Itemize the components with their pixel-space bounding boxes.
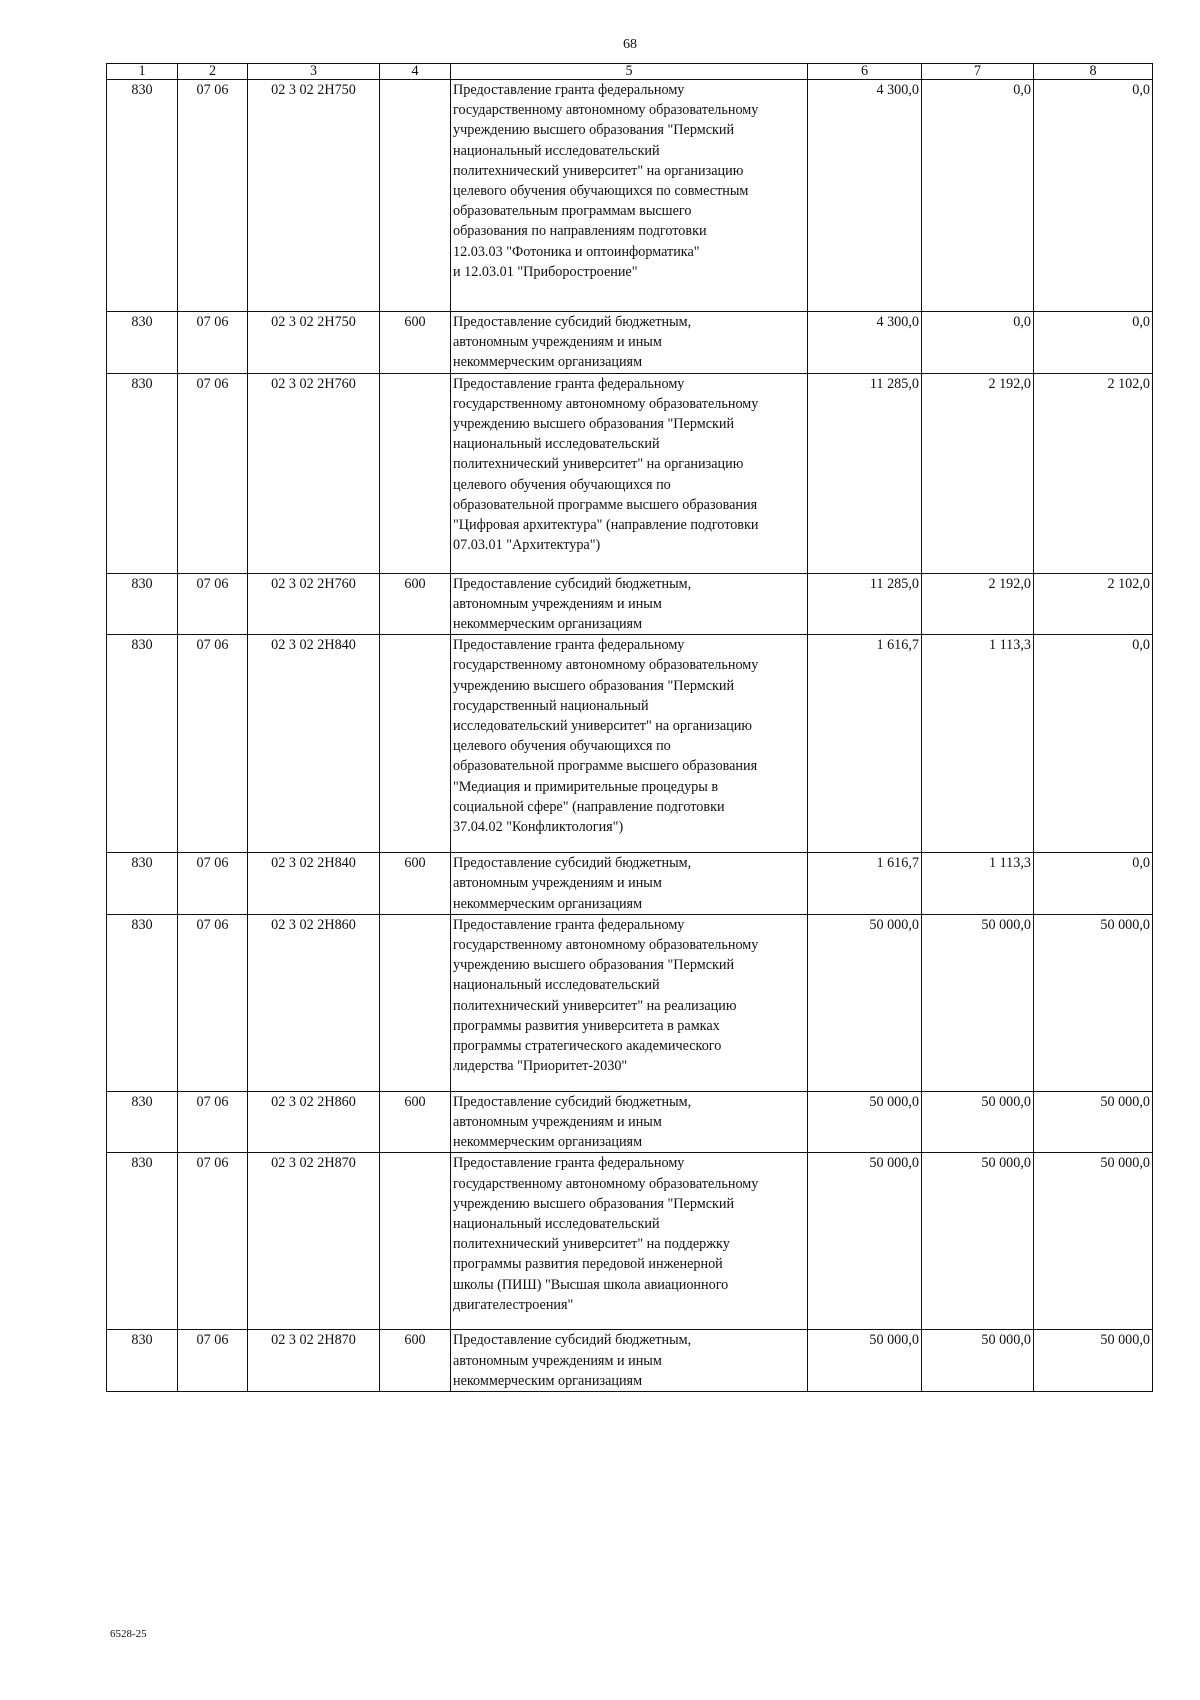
amount-col7-cell: 50 000,0 <box>922 1153 1034 1330</box>
description-line: национальный исследовательский <box>453 977 660 994</box>
recipient-code-cell: 830 <box>107 853 178 915</box>
table-body <box>107 80 1153 1392</box>
description-line: учреждению высшего образования "Пермский <box>453 1195 735 1212</box>
table-row <box>107 312 1153 374</box>
target-article-cell: 02 3 02 2Н760 <box>248 573 380 635</box>
section-code-cell: 07 06 <box>178 914 248 1091</box>
description-line: двигателестроения" <box>453 1296 574 1313</box>
description-line: некоммерческим организациям <box>453 895 643 912</box>
description-line: государственному автономному образовательному <box>453 102 759 119</box>
description-line: Предоставление субсидий бюджетным, <box>453 575 692 592</box>
description-line: образовательным программам высшего <box>453 203 692 220</box>
description-line: 12.03.03 "Фотоника и оптоинформатика" <box>453 243 700 260</box>
recipient-code-cell: 830 <box>107 573 178 635</box>
target-article-cell: 02 3 02 2Н760 <box>248 373 380 573</box>
section-code-cell: 07 06 <box>178 635 248 853</box>
description-line: исследовательский университет" на организацию <box>453 718 752 735</box>
description-line: автономным учреждениям и иным <box>453 1114 662 1131</box>
column-header: 8 <box>1034 64 1153 80</box>
description-line: учреждению высшего образования "Пермский <box>453 416 735 433</box>
amount-col7-cell: 0,0 <box>922 312 1034 374</box>
amount-col7-cell: 50 000,0 <box>922 1330 1034 1392</box>
description-line: национальный исследовательский <box>453 436 660 453</box>
description-line: национальный исследовательский <box>453 1216 660 1233</box>
amount-col8-cell: 0,0 <box>1034 312 1153 374</box>
table-row <box>107 573 1153 635</box>
document-code: 6528-25 <box>110 1628 147 1640</box>
amount-col7-cell: 2 192,0 <box>922 573 1034 635</box>
amount-col6-cell: 50 000,0 <box>808 1153 922 1330</box>
target-article-cell: 02 3 02 2Н750 <box>248 80 380 312</box>
amount-col8-cell: 50 000,0 <box>1034 1091 1153 1153</box>
description-line: лидерства "Приоритет-2030" <box>453 1058 628 1075</box>
section-code-cell: 07 06 <box>178 1330 248 1392</box>
target-article-cell: 02 3 02 2Н860 <box>248 1091 380 1153</box>
amount-col7-cell: 50 000,0 <box>922 914 1034 1091</box>
description-line: программы развития университета в рамках <box>453 1017 720 1034</box>
section-code-cell: 07 06 <box>178 853 248 915</box>
column-header: 2 <box>178 64 248 80</box>
amount-col6-cell: 50 000,0 <box>808 914 922 1091</box>
description-line: социальной сфере" (направление подготовки <box>453 798 725 815</box>
description-line: национальный исследовательский <box>453 142 660 159</box>
description-line: Предоставление гранта федеральному <box>453 375 685 392</box>
description-cell <box>451 914 808 1091</box>
recipient-code-cell: 830 <box>107 635 178 853</box>
amount-col8-cell: 2 102,0 <box>1034 573 1153 635</box>
description-line: 37.04.02 "Конфликтология") <box>453 819 624 836</box>
description-line: политехнический университет" на поддержку <box>453 1236 730 1253</box>
amount-col7-cell: 0,0 <box>922 80 1034 312</box>
column-header: 6 <box>808 64 922 80</box>
expense-type-cell: 600 <box>380 1091 451 1153</box>
section-code-cell: 07 06 <box>178 80 248 312</box>
amount-col6-cell: 11 285,0 <box>808 373 922 573</box>
description-line: политехнический университет" на реализацию <box>453 997 737 1014</box>
description-cell <box>451 80 808 312</box>
description-line: Предоставление субсидий бюджетным, <box>453 1093 692 1110</box>
amount-col6-cell: 11 285,0 <box>808 573 922 635</box>
column-header: 7 <box>922 64 1034 80</box>
table-row <box>107 853 1153 915</box>
column-number-header-row <box>107 64 1153 80</box>
expense-type-cell: 600 <box>380 573 451 635</box>
expense-type-cell: 600 <box>380 1330 451 1392</box>
description-cell <box>451 853 808 915</box>
page-number: 68 <box>623 37 637 52</box>
recipient-code-cell: 830 <box>107 914 178 1091</box>
description-line: Предоставление гранта федеральному <box>453 1155 685 1172</box>
amount-col6-cell: 50 000,0 <box>808 1091 922 1153</box>
description-line: "Медиация и примирительные процедуры в <box>453 778 719 795</box>
description-line: политехнический университет" на организацию <box>453 162 744 179</box>
description-cell <box>451 373 808 573</box>
recipient-code-cell: 830 <box>107 373 178 573</box>
description-line: некоммерческим организациям <box>453 1372 643 1389</box>
amount-col7-cell: 1 113,3 <box>922 635 1034 853</box>
description-cell <box>451 1091 808 1153</box>
amount-col7-cell: 50 000,0 <box>922 1091 1034 1153</box>
description-line: Предоставление субсидий бюджетным, <box>453 1332 692 1349</box>
target-article-cell: 02 3 02 2Н870 <box>248 1330 380 1392</box>
description-line: некоммерческим организациям <box>453 354 643 371</box>
recipient-code-cell: 830 <box>107 1091 178 1153</box>
description-line: некоммерческим организациям <box>453 616 643 633</box>
description-line: Предоставление гранта федеральному <box>453 82 685 98</box>
description-cell <box>451 573 808 635</box>
section-code-cell: 07 06 <box>178 373 248 573</box>
description-line: автономным учреждениям и иным <box>453 334 662 351</box>
description-cell <box>451 1330 808 1392</box>
description-cell <box>451 1153 808 1330</box>
recipient-code-cell: 830 <box>107 1330 178 1392</box>
target-article-cell: 02 3 02 2Н840 <box>248 635 380 853</box>
column-header: 4 <box>380 64 451 80</box>
description-line: государственному автономному образовательному <box>453 395 759 412</box>
table-row <box>107 1091 1153 1153</box>
target-article-cell: 02 3 02 2Н860 <box>248 914 380 1091</box>
description-line: 07.03.01 "Архитектура") <box>453 537 601 554</box>
description-line: образовательной программе высшего образования <box>453 758 758 775</box>
recipient-code-cell: 830 <box>107 1153 178 1330</box>
section-code-cell: 07 06 <box>178 573 248 635</box>
description-line: школы (ПИШ) "Высшая школа авиационного <box>453 1276 729 1293</box>
description-cell <box>451 312 808 374</box>
description-line: и 12.03.01 "Приборостроение" <box>453 263 638 280</box>
description-line: Предоставление гранта федеральному <box>453 637 685 654</box>
expense-type-cell: 600 <box>380 312 451 374</box>
column-header: 5 <box>451 64 808 80</box>
recipient-code-cell: 830 <box>107 80 178 312</box>
description-line: политехнический университет" на организацию <box>453 456 744 473</box>
target-article-cell: 02 3 02 2Н840 <box>248 853 380 915</box>
expense-type-cell <box>380 635 451 853</box>
amount-col7-cell: 2 192,0 <box>922 373 1034 573</box>
amount-col8-cell: 50 000,0 <box>1034 914 1153 1091</box>
amount-col8-cell: 0,0 <box>1034 80 1153 312</box>
description-line: Предоставление субсидий бюджетным, <box>453 855 692 872</box>
recipient-code-cell: 830 <box>107 312 178 374</box>
expense-type-cell <box>380 80 451 312</box>
amount-col8-cell: 2 102,0 <box>1034 373 1153 573</box>
table-row <box>107 1153 1153 1330</box>
description-cell <box>451 635 808 853</box>
amount-col6-cell: 1 616,7 <box>808 853 922 915</box>
description-line: целевого обучения обучающихся по совместным <box>453 183 749 200</box>
expense-type-cell <box>380 914 451 1091</box>
section-code-cell: 07 06 <box>178 312 248 374</box>
description-line: Предоставление субсидий бюджетным, <box>453 314 692 330</box>
description-line: образовательной программе высшего образования <box>453 496 758 513</box>
description-line: автономным учреждениям и иным <box>453 1352 662 1369</box>
description-line: целевого обучения обучающихся по <box>453 476 671 493</box>
section-code-cell: 07 06 <box>178 1091 248 1153</box>
amount-col8-cell: 0,0 <box>1034 635 1153 853</box>
table-row <box>107 635 1153 853</box>
table-row <box>107 80 1153 312</box>
amount-col6-cell: 4 300,0 <box>808 312 922 374</box>
table-row <box>107 1330 1153 1392</box>
description-line: государственному автономному образовательному <box>453 937 759 954</box>
expense-type-cell <box>380 1153 451 1330</box>
description-line: программы развития передовой инженерной <box>453 1256 723 1273</box>
description-line: государственный национальный <box>453 697 649 714</box>
amount-col8-cell: 50 000,0 <box>1034 1153 1153 1330</box>
amount-col7-cell: 1 113,3 <box>922 853 1034 915</box>
amount-col6-cell: 50 000,0 <box>808 1330 922 1392</box>
description-line: "Цифровая архитектура" (направление подготовки <box>453 517 759 534</box>
amount-col6-cell: 1 616,7 <box>808 635 922 853</box>
expense-type-cell <box>380 373 451 573</box>
description-line: Предоставление гранта федеральному <box>453 916 685 933</box>
section-code-cell: 07 06 <box>178 1153 248 1330</box>
description-line: учреждению высшего образования "Пермский <box>453 677 735 694</box>
target-article-cell: 02 3 02 2Н750 <box>248 312 380 374</box>
description-line: учреждению высшего образования "Пермский <box>453 957 735 974</box>
column-header: 1 <box>107 64 178 80</box>
description-line: автономным учреждениям и иным <box>453 595 662 612</box>
budget-table <box>106 63 1153 1392</box>
description-line: образования по направлениям подготовки <box>453 223 707 240</box>
description-line: программы стратегического академического <box>453 1038 722 1055</box>
description-line: государственному автономному образовательному <box>453 1175 759 1192</box>
target-article-cell: 02 3 02 2Н870 <box>248 1153 380 1330</box>
amount-col8-cell: 50 000,0 <box>1034 1330 1153 1392</box>
description-line: автономным учреждениям и иным <box>453 875 662 892</box>
description-line: учреждению высшего образования "Пермский <box>453 122 735 139</box>
description-line: целевого обучения обучающихся по <box>453 738 671 755</box>
amount-col8-cell: 0,0 <box>1034 853 1153 915</box>
description-line: государственному автономному образовательному <box>453 657 759 674</box>
amount-col6-cell: 4 300,0 <box>808 80 922 312</box>
expense-type-cell: 600 <box>380 853 451 915</box>
table-row <box>107 373 1153 573</box>
description-line: некоммерческим организациям <box>453 1134 643 1151</box>
column-header: 3 <box>248 64 380 80</box>
table-row <box>107 914 1153 1091</box>
